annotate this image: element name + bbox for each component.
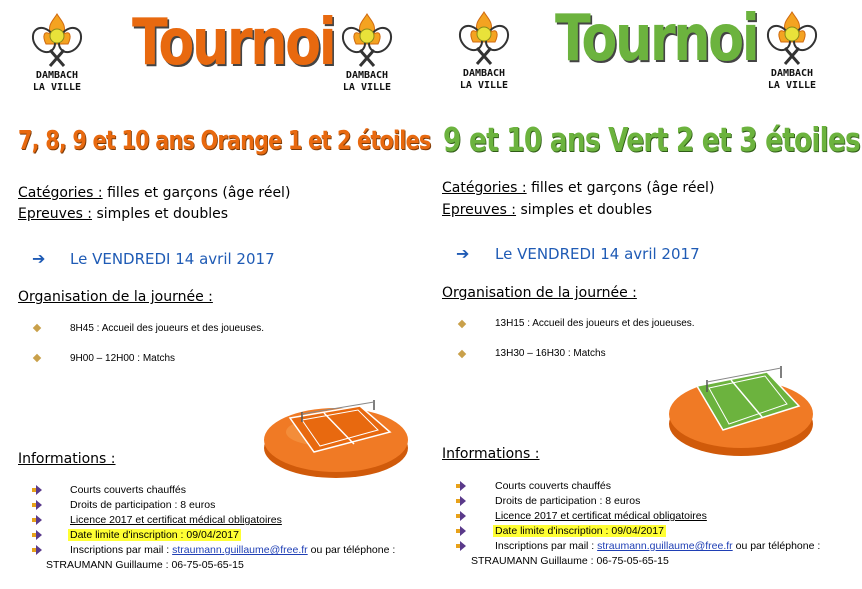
categories-label: Catégories : xyxy=(442,180,527,196)
epreuves-label: Epreuves : xyxy=(442,202,517,218)
arrow-right-icon: ➔ xyxy=(456,246,470,263)
schedule-item-1: 13H15 : Accueil des joueurs et des joueuses. xyxy=(495,318,695,329)
tennis-logo-icon xyxy=(332,10,402,70)
contact-line: STRAUMANN Guillaume : 06-75-05-65-15 xyxy=(471,555,669,567)
green-court-icon xyxy=(667,364,815,460)
diamond-bullet-icon xyxy=(458,320,466,328)
tennis-logo-icon xyxy=(449,8,519,68)
club-name-line2: LA VILLE xyxy=(32,82,82,93)
categories-line xyxy=(442,179,714,197)
arrow-bullet-icon xyxy=(456,511,466,521)
arrow-bullet-icon xyxy=(32,500,42,510)
categories-value: filles et garçons (âge réel) xyxy=(102,185,291,201)
registration-suffix: ou par téléphone : xyxy=(307,544,396,556)
schedule-item-1: 8H45 : Accueil des joueurs et des joueuses. xyxy=(70,323,265,334)
registration-prefix: Inscriptions par mail : xyxy=(70,544,173,556)
diamond-bullet-icon xyxy=(33,324,41,332)
info-item-heated-courts: Courts couverts chauffés xyxy=(495,480,611,492)
info-item-fees: Droits de participation : 8 euros xyxy=(70,499,216,511)
email-link[interactable]: straumann.guillaume@free.fr xyxy=(597,540,733,552)
informations-heading: Informations : xyxy=(442,446,540,462)
orange-court-icon xyxy=(262,396,410,480)
right-flyer xyxy=(431,0,862,589)
registration-suffix: ou par téléphone : xyxy=(732,540,821,552)
epreuves-line xyxy=(442,201,652,219)
club-name-line1: DAMBACH xyxy=(770,68,814,79)
epreuves-value: simples et doubles xyxy=(92,206,228,222)
arrow-bullet-icon xyxy=(32,485,42,495)
schedule-item-2: 9H00 – 12H00 : Matchs xyxy=(70,353,176,364)
epreuves-label: Epreuves : xyxy=(18,206,93,222)
contact-line: STRAUMANN Guillaume : 06-75-05-65-15 xyxy=(46,559,244,571)
club-name-line2: LA VILLE xyxy=(459,80,509,91)
info-item-licence: Licence 2017 et certificat médical obligatoires xyxy=(70,514,282,526)
arrow-right-icon: ➔ xyxy=(32,251,46,268)
club-name-line1: DAMBACH xyxy=(35,70,79,81)
categories-line xyxy=(18,184,290,202)
schedule-item-2: 13H30 – 16H30 : Matchs xyxy=(495,348,606,359)
info-item-fees: Droits de participation : 8 euros xyxy=(495,495,641,507)
registration-prefix: Inscriptions par mail : xyxy=(495,540,598,552)
club-logo-right-1 xyxy=(449,8,519,98)
organisation-heading: Organisation de la journée : xyxy=(18,289,213,305)
info-item-deadline xyxy=(493,525,666,538)
club-logo-right-2 xyxy=(757,8,827,98)
right-subtitle: 9 et 10 ans Vert 2 et 3 étoiles xyxy=(443,120,860,159)
club-name-line1: DAMBACH xyxy=(462,68,506,79)
email-link[interactable]: straumann.guillaume@free.fr xyxy=(172,544,308,556)
arrow-bullet-icon xyxy=(456,526,466,536)
info-item-registration xyxy=(70,544,395,557)
tennis-logo-icon xyxy=(757,8,827,68)
info-item-heated-courts: Courts couverts chauffés xyxy=(70,484,186,496)
epreuves-line xyxy=(18,205,228,223)
categories-value: filles et garçons (âge réel) xyxy=(526,180,715,196)
arrow-bullet-icon xyxy=(32,530,42,540)
info-item-registration xyxy=(495,540,820,553)
club-logo-left-1 xyxy=(22,10,92,100)
organisation-heading: Organisation de la journée : xyxy=(442,285,637,301)
club-name-line2: LA VILLE xyxy=(342,82,392,93)
deadline-highlight: Date limite d'inscription : 09/04/2017 xyxy=(495,525,664,537)
arrow-bullet-icon xyxy=(32,545,42,555)
arrow-bullet-icon xyxy=(456,481,466,491)
left-subtitle: 7, 8, 9 et 10 ans Orange 1 et 2 étoiles xyxy=(18,126,431,156)
club-logo-left-2 xyxy=(332,10,402,100)
arrow-bullet-icon xyxy=(456,496,466,506)
info-item-deadline xyxy=(68,529,241,542)
club-name-line2: LA VILLE xyxy=(767,80,817,91)
event-date: Le VENDREDI 14 avril 2017 xyxy=(70,250,275,268)
informations-heading: Informations : xyxy=(18,451,116,467)
diamond-bullet-icon xyxy=(33,354,41,362)
tennis-logo-icon xyxy=(22,10,92,70)
info-item-licence: Licence 2017 et certificat médical obligatoires xyxy=(495,510,707,522)
arrow-bullet-icon xyxy=(32,515,42,525)
epreuves-value: simples et doubles xyxy=(516,202,652,218)
categories-label: Catégories : xyxy=(18,185,103,201)
event-date: Le VENDREDI 14 avril 2017 xyxy=(495,245,700,263)
arrow-bullet-icon xyxy=(456,541,466,551)
deadline-highlight: Date limite d'inscription : 09/04/2017 xyxy=(70,529,239,541)
right-title: Tournoi xyxy=(555,2,758,76)
left-title: Tournoi xyxy=(132,6,335,80)
diamond-bullet-icon xyxy=(458,350,466,358)
club-name-line1: DAMBACH xyxy=(345,70,389,81)
